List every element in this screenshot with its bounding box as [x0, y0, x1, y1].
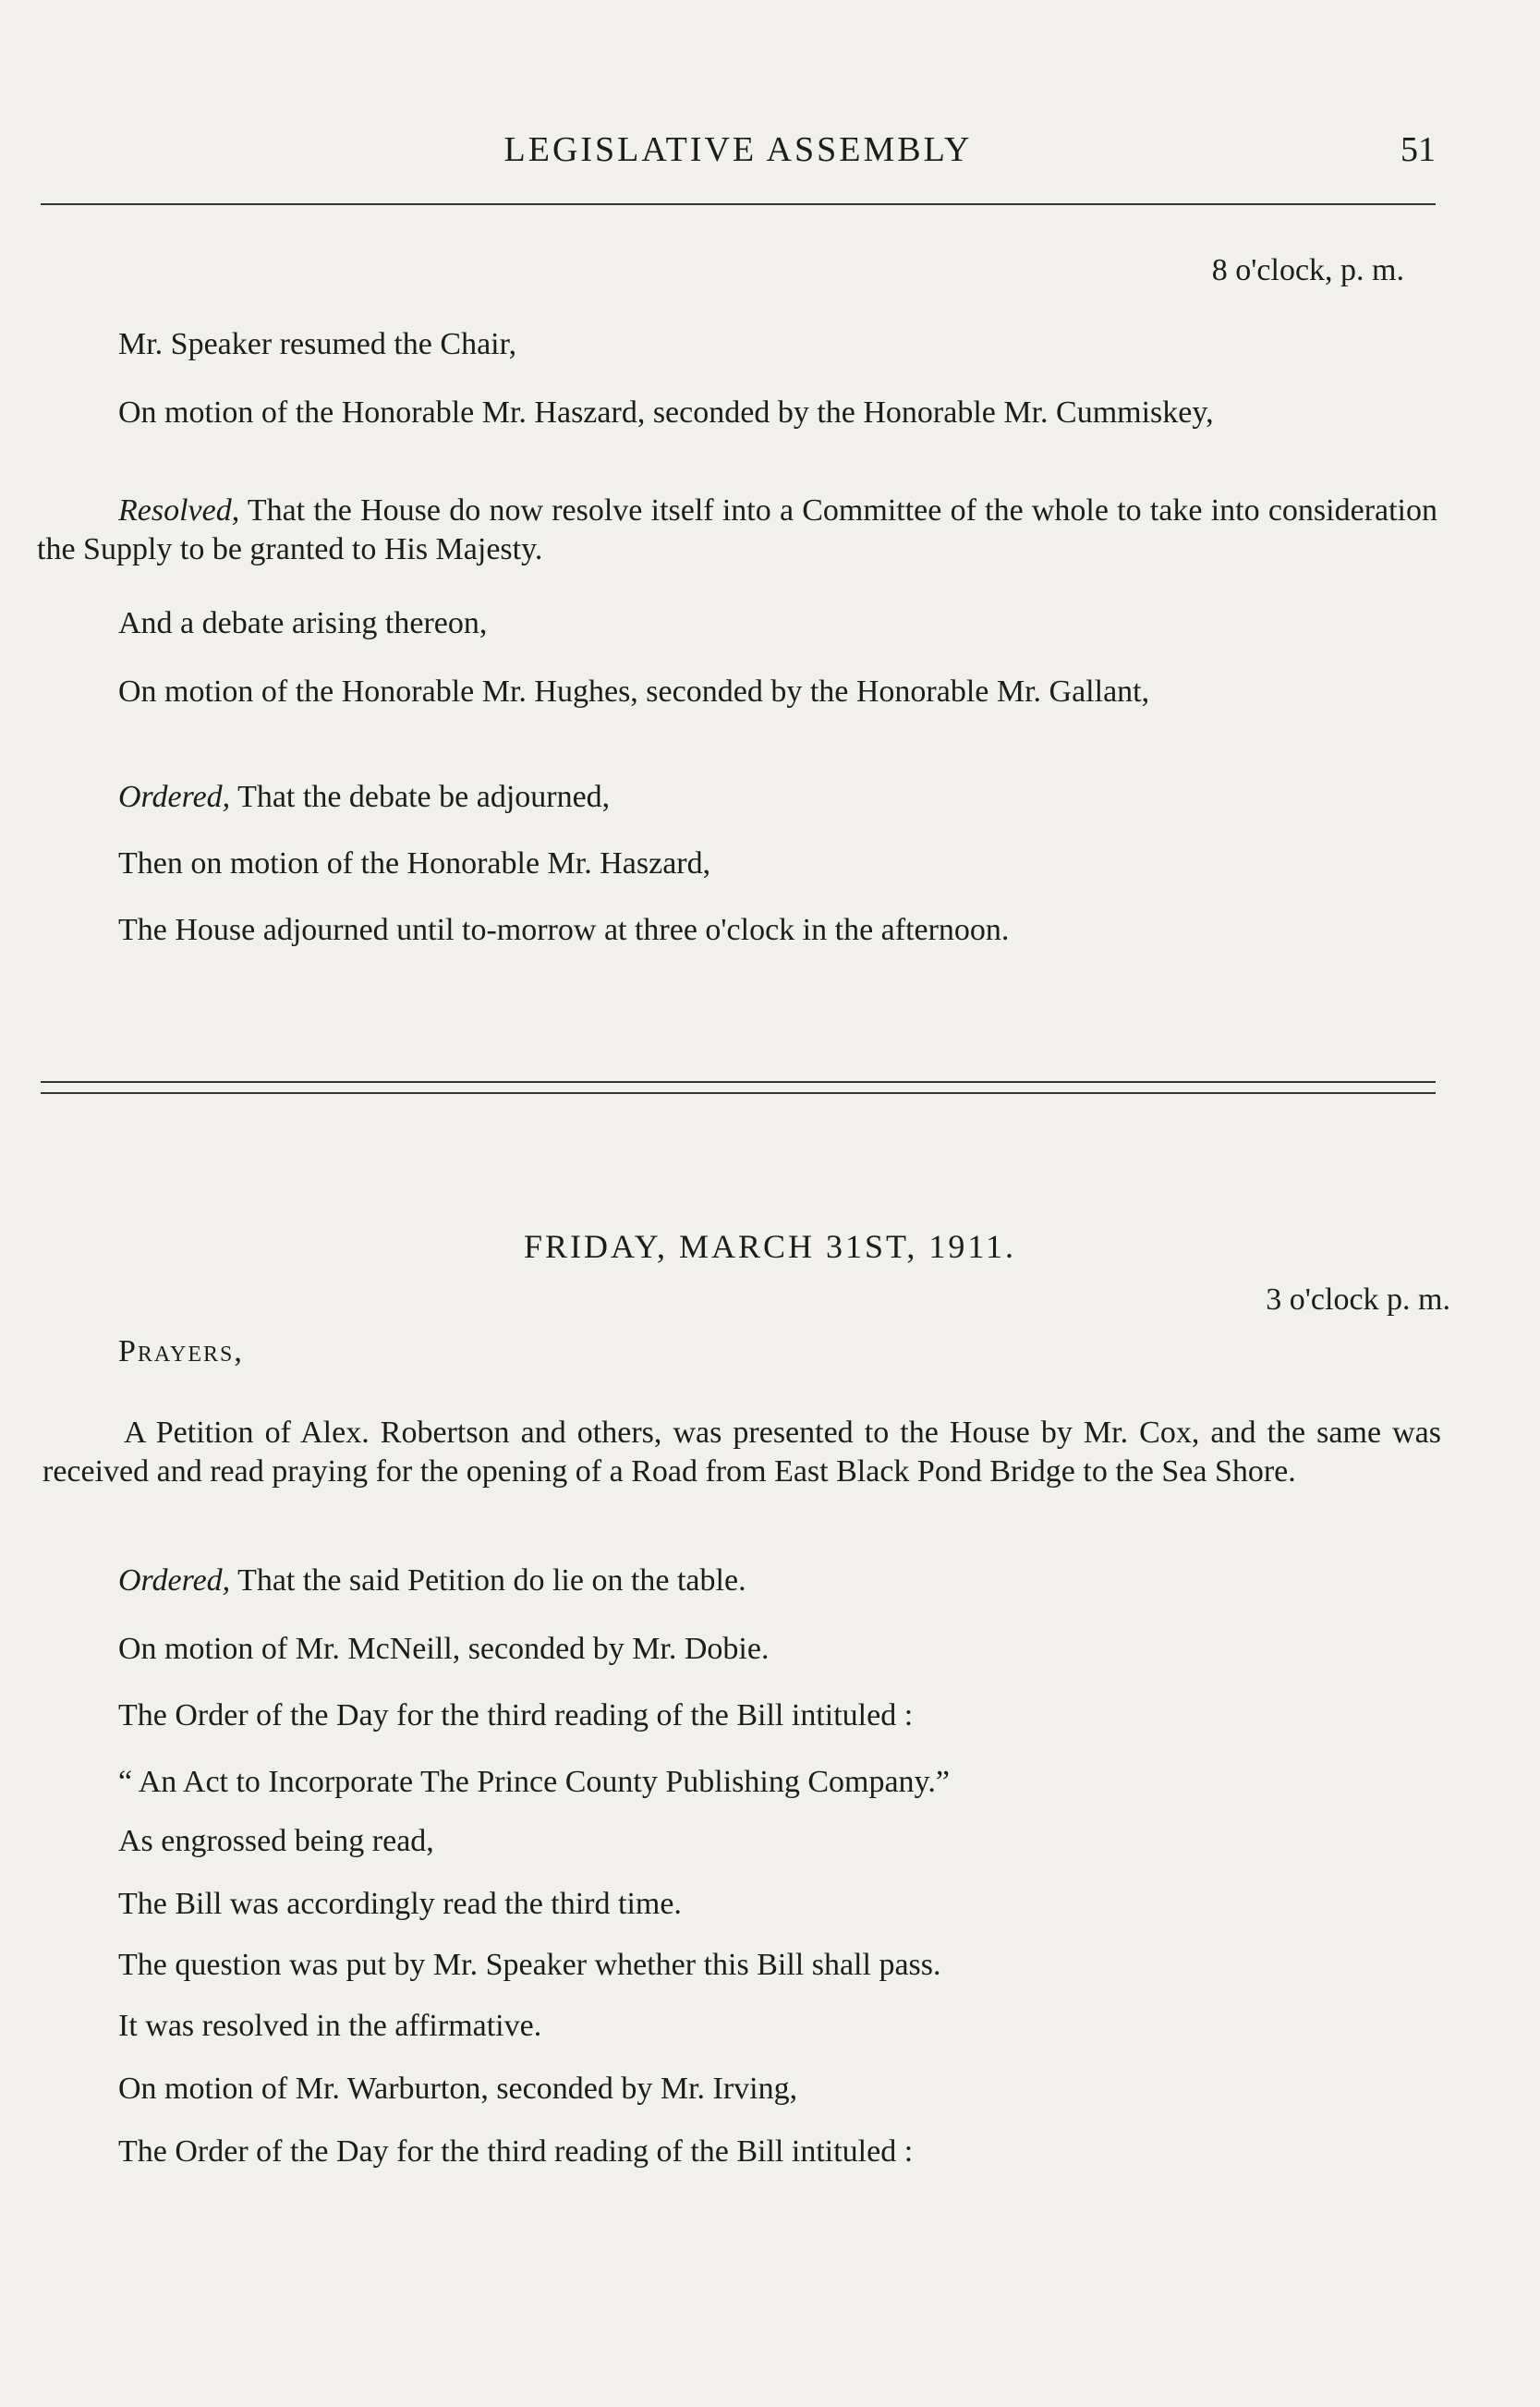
- section-divider: [41, 1081, 1436, 1094]
- page-number: 51: [1401, 130, 1436, 169]
- paragraph: Then on motion of the Honorable Mr. Haszard,: [118, 846, 711, 881]
- resolved-label: Resolved,: [118, 493, 240, 528]
- paragraph: On motion of Mr. Warburton, seconded by Mr. Irving,: [118, 2072, 798, 2106]
- paragraph: The Order of the Day for the third reading of the Bill intituled :: [118, 2134, 914, 2169]
- paragraph: Resolved, That the House do now resolve itself into a Committee of the whole to take into consideration the Supply to be granted to His Majesty.: [37, 493, 1437, 566]
- ordered-label: Ordered,: [118, 780, 231, 814]
- paragraph: The Bill was accordingly read the third time.: [118, 1887, 682, 1921]
- prayers-label: Prayers,: [118, 1334, 244, 1368]
- page-header: [41, 118, 1436, 174]
- paragraph: A Petition of Alex. Robertson and others, was presented to the House by Mr. Cox, and the same was received and read praying for the opening of a Road from East Black Pond Bridge to the Sea Shore.: [42, 1416, 1441, 1489]
- paragraph: On motion of the Honorable Mr. Haszard, seconded by the Honorable Mr. Cummiskey,: [118, 395, 1214, 430]
- paragraph: The Order of the Day for the third reading of the Bill intituled :: [118, 1698, 914, 1732]
- ordered-label: Ordered,: [118, 1563, 231, 1598]
- paragraph: On motion of the Honorable Mr. Hughes, seconded by the Honorable Mr. Gallant,: [118, 675, 1150, 709]
- header-rule: [41, 203, 1436, 205]
- paragraph: Mr. Speaker resumed the Chair,: [118, 327, 517, 361]
- running-head: LEGISLATIVE ASSEMBLY: [503, 130, 973, 169]
- paragraph: It was resolved in the affirmative.: [118, 2009, 542, 2043]
- paragraph: Ordered, That the debate be adjourned,: [118, 780, 611, 814]
- afternoon-time: 3 o'clock p. m.: [1266, 1283, 1450, 1317]
- paragraph: As engrossed being read,: [118, 1824, 434, 1858]
- date-heading: FRIDAY, MARCH 31ST, 1911.: [523, 1228, 1017, 1265]
- evening-time: 8 o'clock, p. m.: [1211, 253, 1404, 287]
- paragraph: On motion of Mr. McNeill, seconded by Mr. Dobie.: [118, 1632, 770, 1666]
- paragraph: The question was put by Mr. Speaker whether this Bill shall pass.: [118, 1948, 941, 1982]
- paragraph: And a debate arising thereon,: [118, 606, 488, 640]
- bill-title: “ An Act to Incorporate The Prince County Publishing Company.”: [118, 1765, 950, 1799]
- paragraph: The House adjourned until to-morrow at three o'clock in the afternoon.: [118, 913, 1010, 947]
- paragraph: Ordered, That the said Petition do lie on the table.: [118, 1563, 746, 1598]
